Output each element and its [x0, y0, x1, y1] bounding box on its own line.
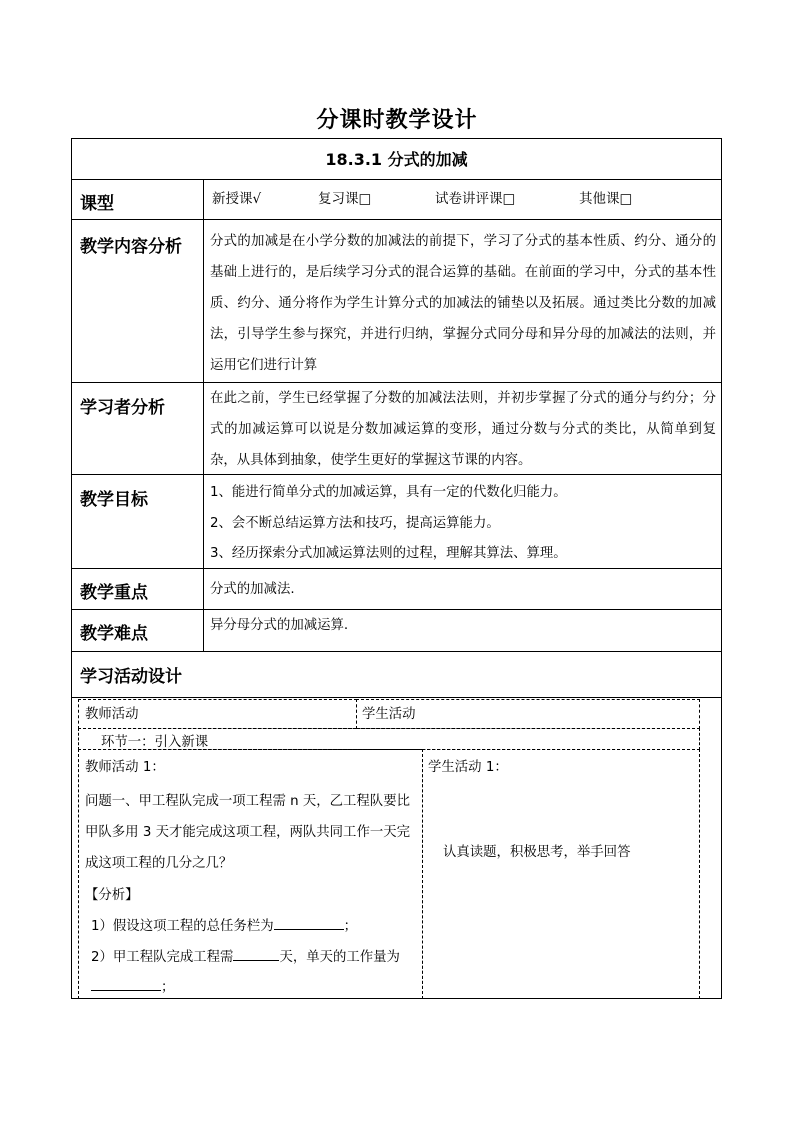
teacher-activity-header	[78, 699, 357, 729]
lesson-title-row	[72, 139, 721, 180]
objective-item-1: 1、能进行简单分式的加减运算，具有一定的代数化归能力。	[210, 485, 567, 500]
content-analysis-text: 分式的加减是在小学分数的加减法的前提下，学习了分式的基本性质、约分、通分的基础上进行的，是后续学习分式的混合运算的基础。在前面的学习中，分式的基本性质、约分、通分将作为学生计算分式的加减法的铺垫以及拓展。通过类比分数的加减法，引导学生参与探究，并进行归纳，掌握分式同分母和异分母的加减法的法则，并运用它们进行计算	[210, 234, 716, 373]
step1-end: ；	[343, 919, 357, 934]
type-option-other: 其他课□	[579, 191, 633, 207]
segment-row	[78, 728, 700, 750]
problem-line-3: 成这项工程的几分之几？	[85, 856, 233, 871]
difficulty-text: 异分母分式的加减运算.	[210, 618, 349, 633]
learner-analysis-text: 在此之前，学生已经掌握了分数的加减法法则，并初步掌握了分式的通分与约分；分式的加减运算可以说是分数加减运算的变形，通过分数与分式的类比，从简单到复杂，从具体到抽象，使学生更好的掌握这节课的内容。	[210, 391, 716, 468]
objectives-row	[72, 475, 721, 569]
objectives-label: 教学目标	[80, 490, 148, 510]
key-point-label: 教学重点	[80, 583, 148, 603]
objective-item-3: 3、经历探索分式加减运算法则的过程，理解其算法、算理。	[210, 546, 567, 561]
step2-blank-days	[233, 960, 279, 961]
segment-title: 环节一：引入新课	[101, 735, 209, 750]
content-analysis-row	[72, 220, 721, 383]
teacher-activity-cell	[78, 749, 423, 999]
activity-design-row	[72, 652, 721, 698]
teacher-activity-header-label: 教师活动	[85, 707, 139, 722]
lesson-design-table	[71, 138, 722, 999]
lesson-title: 18.3.1 分式的加减	[325, 150, 468, 169]
step1-text: 1）假设这项工程的总任务栏为	[91, 919, 274, 934]
type-row	[72, 180, 721, 220]
analysis-step-2-cont	[91, 976, 174, 995]
step2-blank-rate	[91, 990, 161, 991]
objective-item-2: 2、会不断总结运算方法和技巧，提高运算能力。	[210, 516, 500, 531]
student-activity-header-label: 学生活动	[362, 707, 416, 722]
learner-analysis-label: 学习者分析	[80, 398, 165, 418]
problem-line-2: 甲队多用 3 天才能完成这项工程，两队共同工作一天完	[85, 825, 411, 840]
content-analysis-label: 教学内容分析	[80, 237, 182, 257]
analysis-step-2	[91, 946, 400, 965]
analysis-step-1	[91, 915, 357, 934]
learner-analysis-row	[72, 383, 721, 475]
student-activity-text: 认真读题，积极思考，举手回答	[443, 845, 631, 860]
analysis-label: 【分析】	[85, 888, 139, 903]
type-option-new: 新授课√	[212, 191, 262, 207]
key-point-row	[72, 569, 721, 610]
teacher-activity-title: 教师活动 1：	[85, 760, 165, 775]
difficulty-row	[72, 610, 721, 652]
student-activity-cell	[422, 749, 700, 999]
type-option-review: 复习课□	[318, 191, 372, 207]
step1-blank	[274, 929, 344, 930]
step2-text: 2）甲工程队完成工程需	[91, 950, 234, 965]
problem-line-1: 问题一、甲工程队完成一项工程需 n 天，乙工程队要比	[85, 794, 410, 809]
key-point-text: 分式的加减法.	[210, 582, 295, 597]
page-title: 分课时教学设计	[316, 108, 478, 133]
step2-mid: 天，单天的工作量为	[279, 950, 400, 965]
activity-design-label: 学习活动设计	[80, 667, 182, 687]
step2-end: ；	[161, 980, 175, 995]
type-option-exam: 试卷讲评课□	[435, 191, 516, 207]
student-activity-header	[356, 699, 700, 729]
difficulty-label: 教学难点	[80, 624, 148, 644]
student-activity-title: 学生活动 1：	[428, 760, 508, 775]
type-label: 课型	[80, 194, 114, 214]
